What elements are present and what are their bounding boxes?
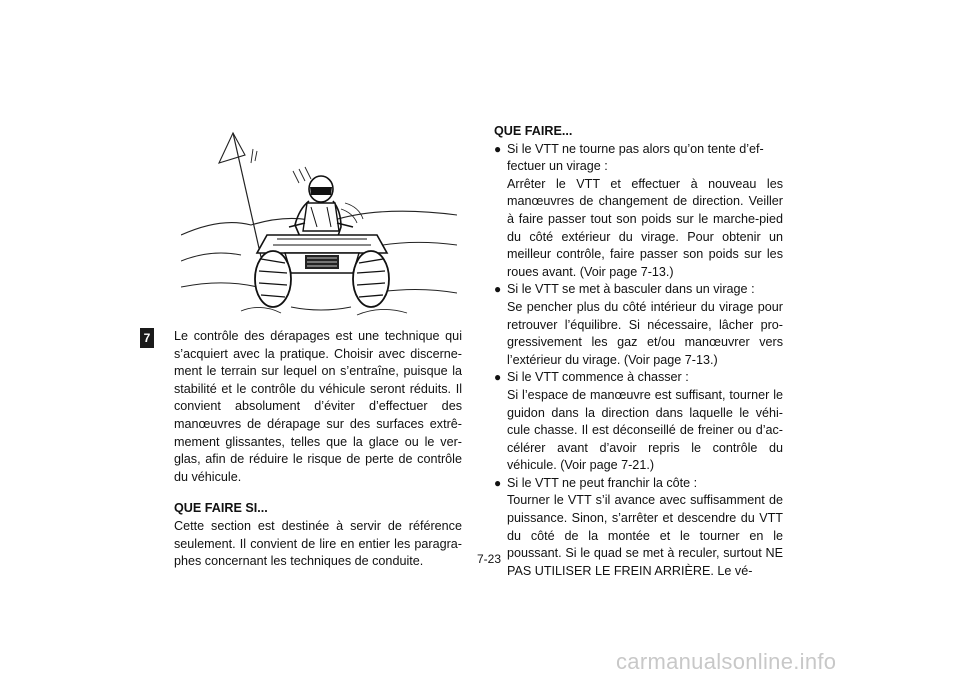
text-line: convient absolument d’éviter d’effectuer des bbox=[174, 399, 462, 414]
text-line: cule chasse. Il est déconseillé de freiner ou d’ac- bbox=[507, 423, 783, 438]
text-line: manœuvres de changement de direction. Veiller bbox=[507, 194, 783, 209]
bullet-title: Si le VTT ne tourne pas alors qu’on tente d’ef- bbox=[507, 141, 764, 156]
text-line: Si l’espace de manœuvre est suffisant, tourner bbox=[507, 387, 770, 402]
page-number: 7-23 bbox=[476, 552, 502, 566]
text-line: Tourner le VTT s’il avance avec suffisamment bbox=[507, 493, 765, 508]
text-line: l’extérieur du virage. (Voir page 7-13.) bbox=[507, 352, 718, 367]
intro-paragraph bbox=[174, 328, 462, 486]
left-column bbox=[174, 328, 462, 571]
bullet-item bbox=[494, 369, 783, 387]
bullet-title: Si le VTT ne peut franchir la côte : bbox=[507, 475, 698, 490]
text-line: le guidon dans la direction dans laquelle le véhi- bbox=[507, 387, 783, 420]
text-line: du côté extérieur du virage. Pour obtenir un bbox=[507, 229, 783, 244]
bullet-item bbox=[494, 141, 783, 159]
bullet-item bbox=[494, 281, 783, 299]
watermark: carmanualsonline.info bbox=[616, 649, 837, 674]
text-line: s’acquiert avec la pratique. Choisir avec discerne- bbox=[174, 346, 462, 361]
bullet-icon: ● bbox=[494, 282, 502, 297]
bullet-body bbox=[494, 299, 783, 369]
bullet-body bbox=[494, 158, 783, 281]
text-line: fectuer un virage : bbox=[507, 159, 608, 174]
text-line: NE PAS UTILISER LE FREIN ARRIÈRE. Le vé- bbox=[507, 546, 784, 578]
bullet-icon: ● bbox=[494, 370, 502, 385]
bullet-title: Si le VTT commence à chasser : bbox=[507, 370, 689, 385]
text-line: poussant. Si le quad se met à reculer, surtout bbox=[507, 546, 762, 561]
chapter-tab: 7 bbox=[140, 328, 154, 348]
bullet-body bbox=[494, 492, 783, 580]
text-line: de puissance. Sinon, s’arrêter et descendre du bbox=[507, 493, 783, 526]
section-heading: QUE FAIRE SI... bbox=[174, 501, 268, 516]
text-line: seulement. Il convient de lire en entier les paragra- bbox=[174, 536, 462, 551]
text-line: du véhicule. bbox=[174, 469, 242, 484]
text-line: à faire passer tout son poids sur le marche-pied bbox=[507, 211, 783, 226]
text-line: VTT du côté de la montée et le tourner en le bbox=[507, 511, 784, 543]
text-line: ment le terrain sur lequel on s’entraîne, puisque la bbox=[174, 364, 462, 379]
text-line: stabilité et le contrôle du véhicule seront réduits. Il bbox=[174, 381, 462, 396]
text-line: gressivement les gaz et/ou manœuvrer vers bbox=[507, 335, 783, 350]
text-line: Arrêter le VTT et effectuer à nouveau les bbox=[507, 176, 783, 191]
text-line: glas, afin de réduire le risque de perte de contrôle bbox=[174, 452, 462, 467]
text-line: meilleur contrôle, faire passer son poids sur les bbox=[507, 247, 783, 262]
section-paragraph bbox=[174, 518, 462, 571]
bullet-body bbox=[494, 387, 783, 475]
text-line: manœuvres de dérapage sur des surfaces extrê- bbox=[174, 416, 462, 431]
text-line: Se pencher plus du côté intérieur du virage pour bbox=[507, 299, 783, 314]
atv-illustration bbox=[181, 127, 457, 323]
bullet-item bbox=[494, 475, 783, 493]
text-line: Le contrôle des dérapages est une technique qui bbox=[174, 329, 462, 343]
right-heading: QUE FAIRE... bbox=[494, 124, 573, 138]
text-line: Cette section est destinée à servir de référence bbox=[174, 518, 462, 533]
text-line: roues avant. (Voir page 7-13.) bbox=[507, 264, 674, 279]
text-line: véhicule. (Voir page 7-21.) bbox=[507, 458, 655, 473]
text-line: phes concernant les techniques de conduite. bbox=[174, 554, 424, 569]
text-line: retrouver l’équilibre. Si nécessaire, lâcher pro- bbox=[507, 317, 783, 332]
text-line: célérer avant d’avoir repris le contrôle du bbox=[507, 440, 783, 455]
right-column bbox=[494, 123, 783, 580]
bullet-icon: ● bbox=[494, 141, 502, 156]
text-line: mement glissantes, telles que la glace ou le ver- bbox=[174, 434, 462, 449]
bullet-icon: ● bbox=[494, 475, 502, 490]
bullet-title: Si le VTT se met à basculer dans un virage : bbox=[507, 282, 755, 297]
